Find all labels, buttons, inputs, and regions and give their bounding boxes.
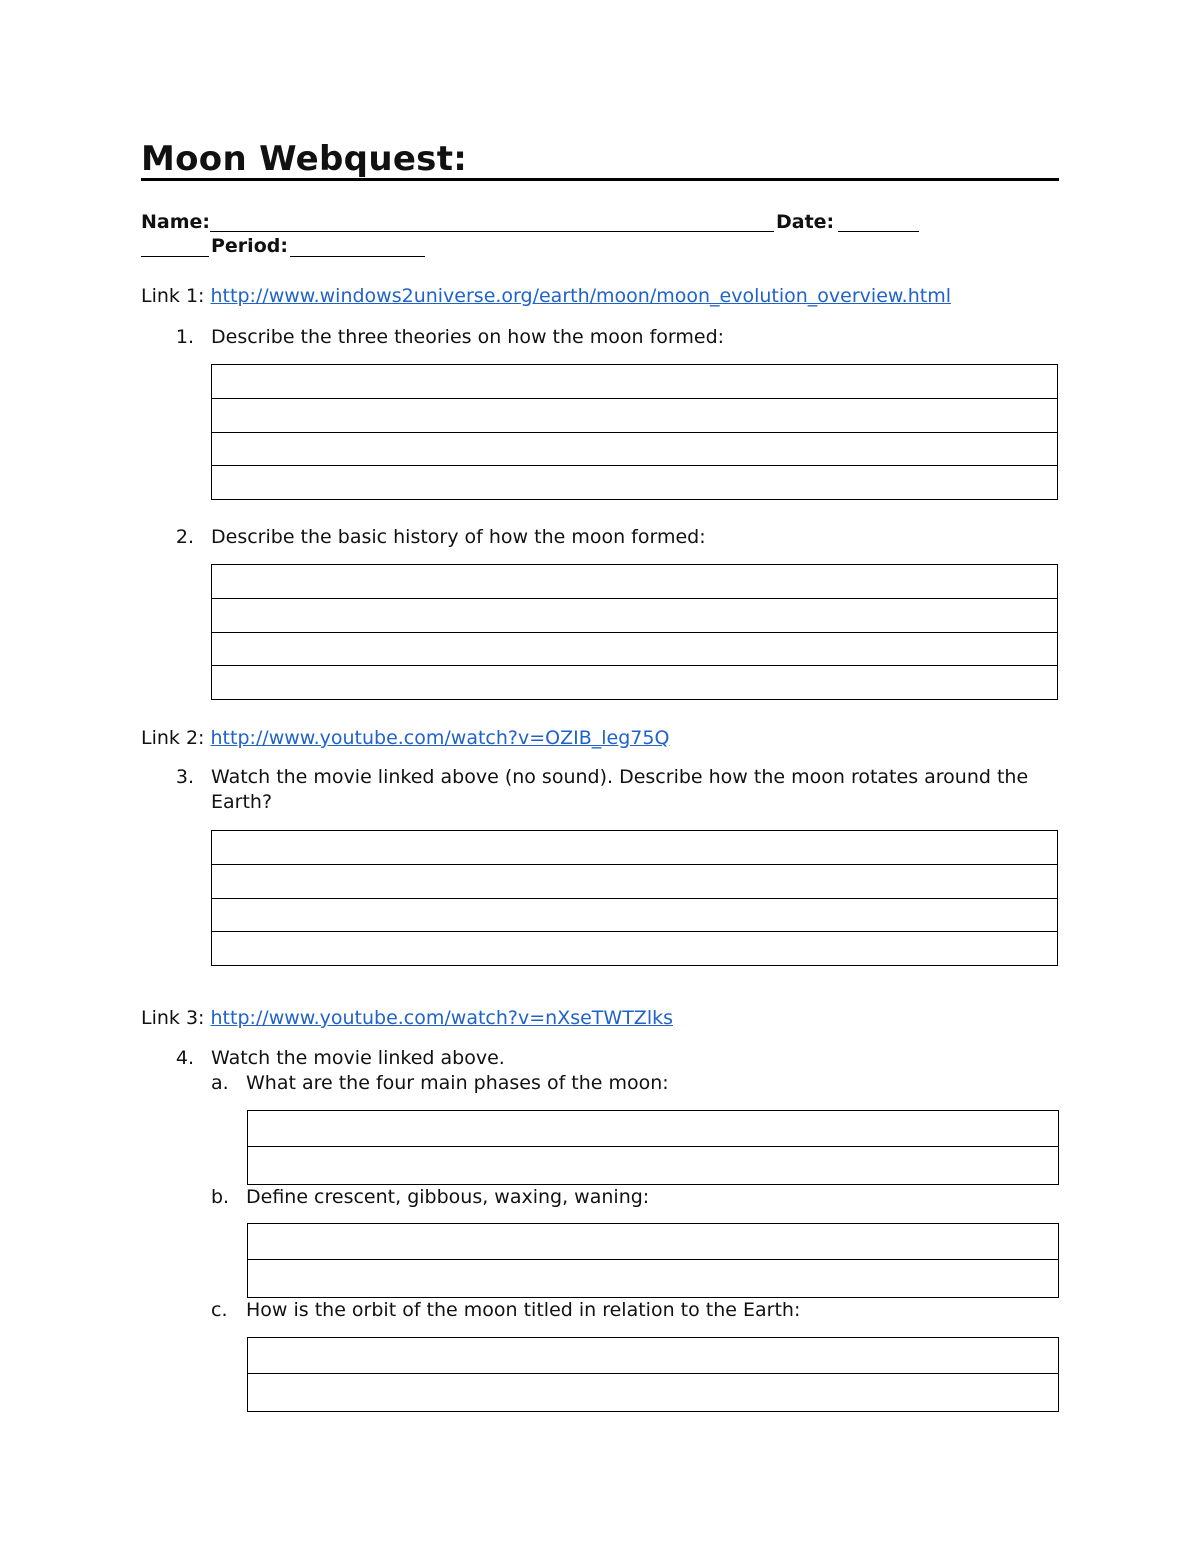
period-field[interactable] bbox=[290, 256, 425, 257]
question-1-text: Describe the three theories on how the moon formed: bbox=[211, 326, 725, 348]
date-field[interactable] bbox=[838, 231, 919, 232]
question-2-number: 2. bbox=[175, 526, 194, 548]
answer-line[interactable] bbox=[212, 466, 1057, 498]
answer-line[interactable] bbox=[212, 365, 1057, 399]
date-label: Date: bbox=[776, 211, 835, 233]
answer-line[interactable] bbox=[248, 1374, 1058, 1410]
answer-line[interactable] bbox=[212, 899, 1057, 932]
answer-line[interactable] bbox=[212, 831, 1057, 865]
question-4b-text: Define crescent, gibbous, waxing, waning: bbox=[246, 1186, 650, 1208]
answer-box-2 bbox=[211, 564, 1058, 700]
answer-box-4a bbox=[247, 1110, 1059, 1185]
question-4b-letter: b. bbox=[211, 1186, 230, 1208]
link-1-url[interactable]: http://www.windows2universe.org/earth/moon/moon_evolution_overview.html bbox=[210, 285, 951, 307]
link-2-line bbox=[141, 726, 669, 750]
link-3-label: Link 3: bbox=[141, 1007, 205, 1029]
question-4-text: Watch the movie linked above. bbox=[211, 1047, 505, 1069]
link-1-label: Link 1: bbox=[141, 285, 205, 307]
link-1-line bbox=[141, 284, 951, 308]
link-2-label: Link 2: bbox=[141, 727, 205, 749]
answer-line[interactable] bbox=[212, 633, 1057, 666]
period-label: Period: bbox=[211, 235, 288, 257]
answer-line[interactable] bbox=[248, 1111, 1058, 1147]
answer-box-3 bbox=[211, 830, 1058, 966]
answer-line[interactable] bbox=[248, 1147, 1058, 1183]
answer-line[interactable] bbox=[248, 1338, 1058, 1374]
question-3-number: 3. bbox=[175, 766, 194, 788]
link-3-url[interactable]: http://www.youtube.com/watch?v=nXseTWTZlks bbox=[210, 1007, 674, 1029]
answer-box-4c bbox=[247, 1337, 1059, 1412]
page-title: Moon Webquest: bbox=[141, 139, 1059, 181]
link-2-url[interactable]: http://www.youtube.com/watch?v=OZIB_leg75Q bbox=[210, 727, 670, 749]
question-4a-letter: a. bbox=[211, 1072, 229, 1094]
question-4c-text: How is the orbit of the moon titled in relation to the Earth: bbox=[246, 1299, 801, 1321]
answer-line[interactable] bbox=[212, 666, 1057, 698]
question-4a-text: What are the four main phases of the moon: bbox=[246, 1072, 669, 1094]
question-4c-letter: c. bbox=[211, 1299, 228, 1321]
question-4-number: 4. bbox=[175, 1047, 194, 1069]
link-3-line bbox=[141, 1006, 673, 1030]
date-field-continued[interactable] bbox=[141, 256, 209, 257]
answer-line[interactable] bbox=[212, 433, 1057, 466]
question-3-text-line2: Earth? bbox=[211, 791, 273, 813]
answer-line[interactable] bbox=[248, 1260, 1058, 1296]
answer-box-1 bbox=[211, 364, 1058, 500]
answer-line[interactable] bbox=[212, 599, 1057, 633]
question-1-number: 1. bbox=[175, 326, 194, 348]
answer-line[interactable] bbox=[212, 865, 1057, 899]
name-field[interactable] bbox=[210, 231, 774, 232]
answer-line[interactable] bbox=[248, 1224, 1058, 1260]
name-label: Name: bbox=[141, 211, 211, 233]
question-3-text-line1: Watch the movie linked above (no sound). Describe how the moon rotates around the bbox=[211, 766, 1029, 788]
question-2-text: Describe the basic history of how the moon formed: bbox=[211, 526, 706, 548]
answer-line[interactable] bbox=[212, 399, 1057, 433]
answer-line[interactable] bbox=[212, 932, 1057, 964]
answer-box-4b bbox=[247, 1223, 1059, 1298]
answer-line[interactable] bbox=[212, 565, 1057, 599]
